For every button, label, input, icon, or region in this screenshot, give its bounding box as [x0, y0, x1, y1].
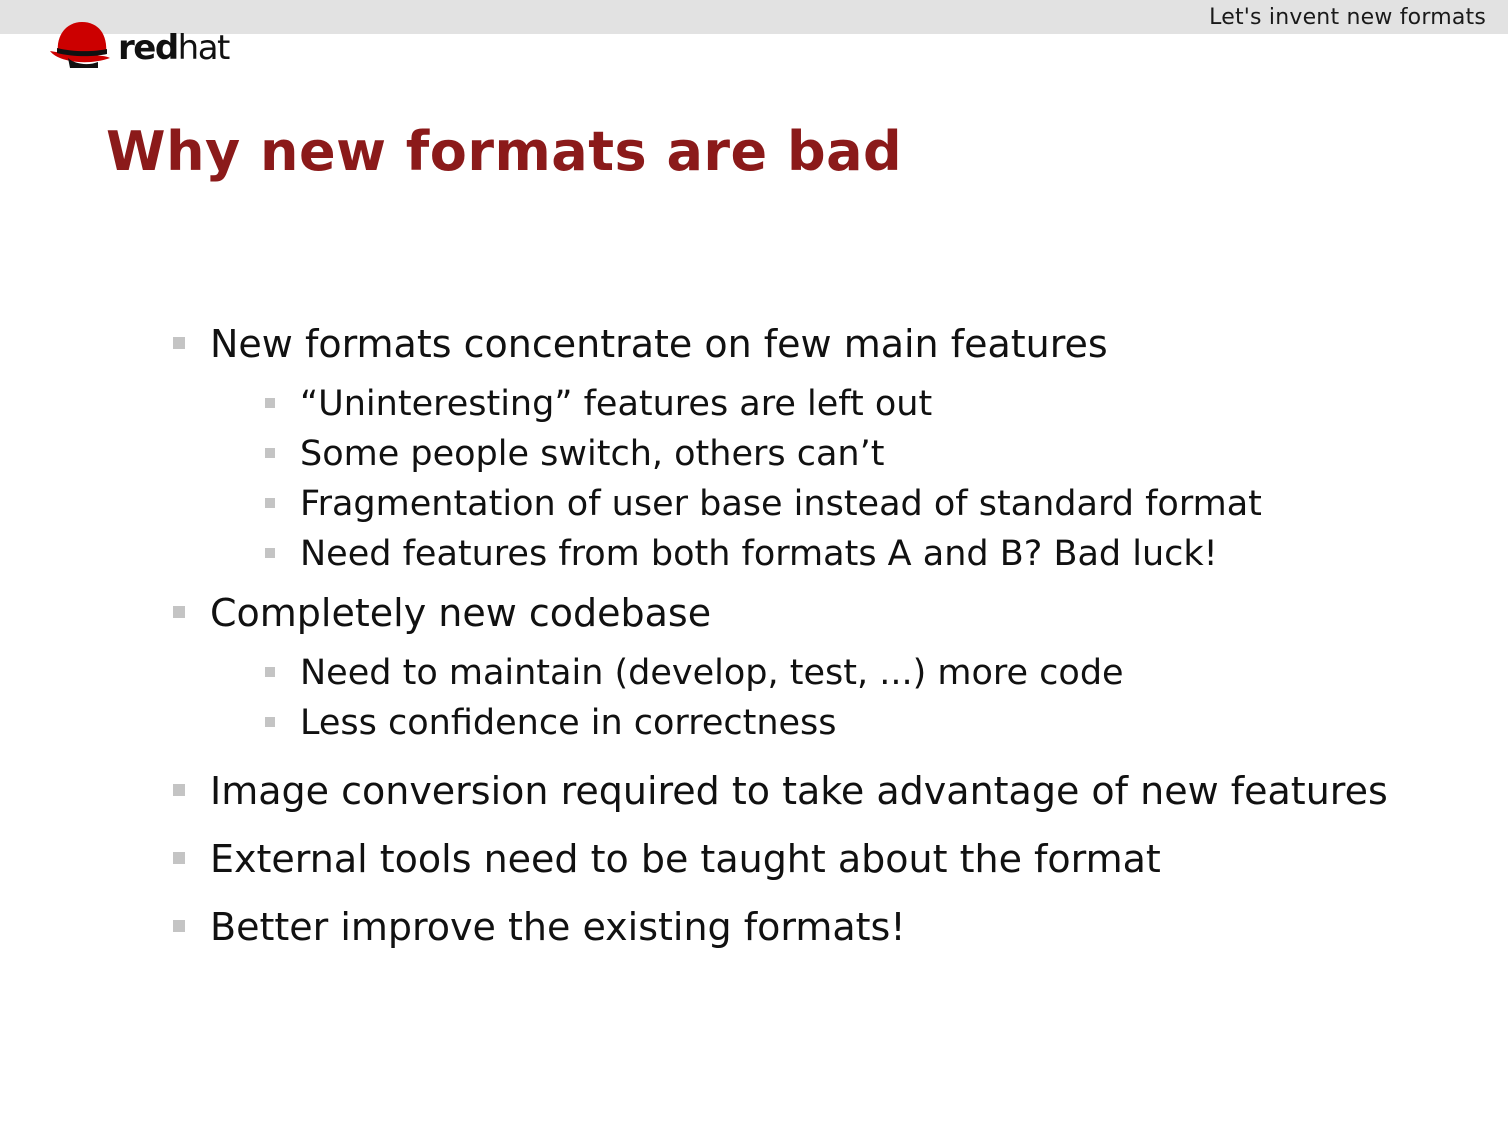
sub-bullet-marker: [265, 398, 275, 408]
sub-bullet-text: Need features from both formats A and B? Bad luck!: [300, 534, 1218, 574]
sub-bullet-text: Some people switch, others can’t: [300, 434, 885, 474]
bullet-item: [210, 322, 1108, 366]
sub-bullet-text: Need to maintain (develop, test, ...) more code: [300, 653, 1124, 693]
sub-bullet-item: [300, 483, 1262, 525]
bullet-item: [210, 905, 906, 949]
sub-bullet-item: [300, 652, 1124, 694]
bullet-item: [210, 769, 1388, 813]
bullet-marker: [173, 784, 185, 796]
bullet-marker: [173, 337, 185, 349]
bullet-marker: [173, 920, 185, 932]
sub-bullet-text: “Uninteresting” features are left out: [300, 384, 933, 424]
bullet-text: Better improve the existing formats!: [210, 905, 906, 949]
sub-bullet-item: [300, 433, 884, 475]
bullet-text: Completely new codebase: [210, 591, 712, 635]
header-title: Let's invent new formats: [1209, 5, 1486, 30]
bullet-text: New formats concentrate on few main features: [210, 322, 1108, 366]
bullet-item: [210, 837, 1161, 881]
sub-bullet-marker: [265, 667, 275, 677]
logo-text-hat: hat: [177, 28, 229, 68]
bullet-text: External tools need to be taught about the format: [210, 837, 1161, 881]
sub-bullet-item: [300, 702, 837, 744]
logo-text-red: red: [118, 28, 178, 68]
slide-title: Why new formats are bad: [106, 120, 903, 183]
bullet-text: Image conversion required to take advantage of new features: [210, 769, 1388, 813]
bullet-marker: [173, 852, 185, 864]
sub-bullet-marker: [265, 717, 275, 727]
sub-bullet-item: [300, 533, 1218, 575]
sub-bullet-marker: [265, 548, 275, 558]
sub-bullet-marker: [265, 448, 275, 458]
bullet-item: [210, 591, 711, 635]
bullet-marker: [173, 606, 185, 618]
sub-bullet-item: [300, 383, 932, 425]
sub-bullet-text: Less confidence in correctness: [300, 703, 837, 743]
sub-bullet-marker: [265, 498, 275, 508]
sub-bullet-text: Fragmentation of user base instead of standard format: [300, 484, 1262, 524]
